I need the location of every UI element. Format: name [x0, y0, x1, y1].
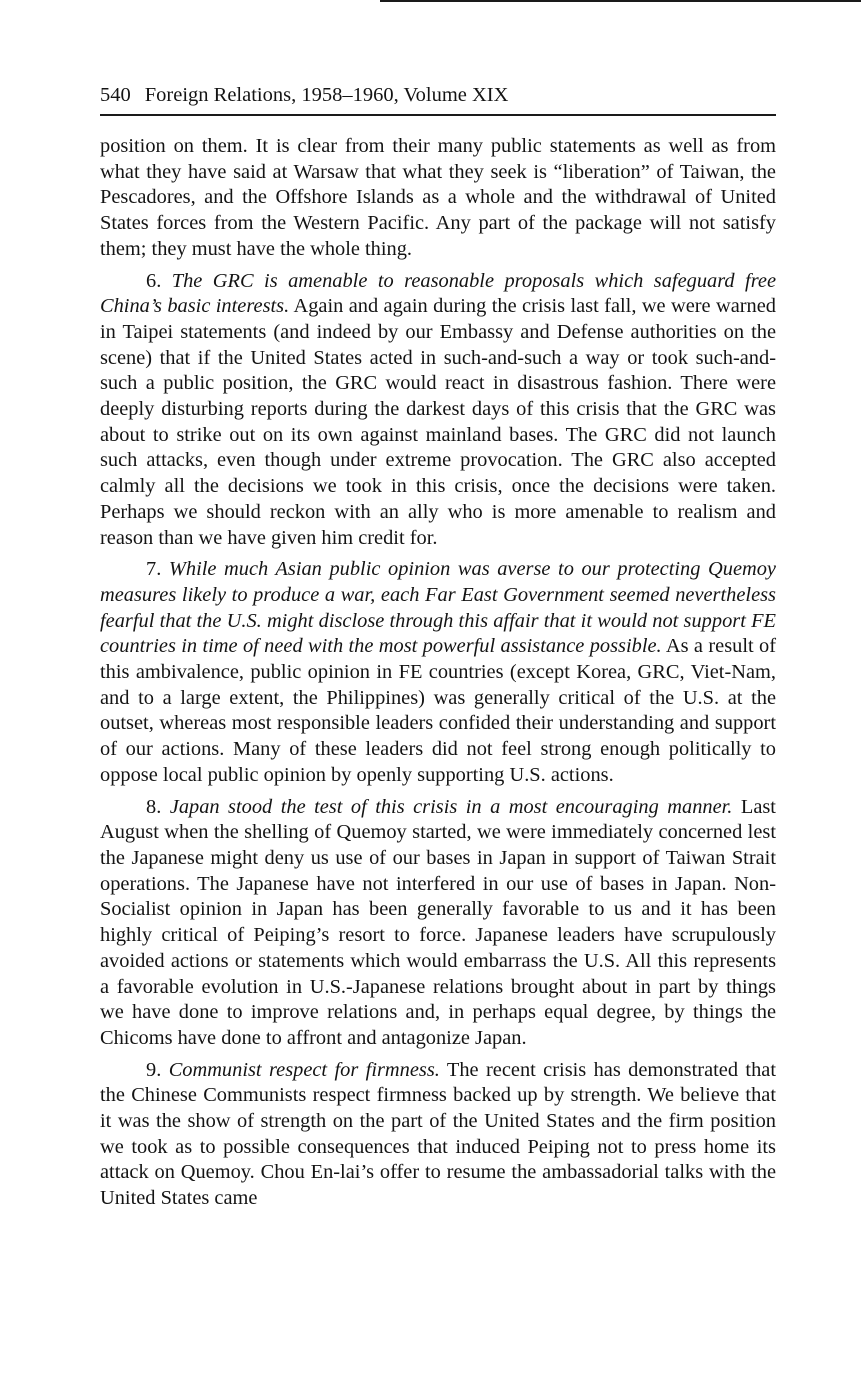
paragraph-text: The recent crisis has demonstrated that the Chinese Communists respect firmness backed up by strength. We believe that it was the show of strength on the part of the United States and the firm position we took as to possible consequences that induced Peiping not to press home its attack on Quemoy. Chou En-lai’s offer to resume the ambassadorial talks with the United States came	[100, 1058, 776, 1210]
top-edge-rule	[380, 0, 861, 2]
paragraph-heading: Communist respect for firmness.	[168, 1058, 440, 1081]
paragraph-6	[100, 269, 776, 552]
paragraph-number: 6.	[146, 269, 162, 292]
paragraph-heading: Japan stood the test of this crisis in a most encouraging manner.	[169, 795, 733, 818]
paragraph-text: Last August when the shelling of Quemoy started, we were immediately concerned lest the Japanese might deny us use of our bases in Japan in support of Taiwan Strait operations. The Japanese have not interfered in our use of bases in Japan. Non-Socialist opinion in Japan has been generally favorable to us and it has been highly critical of Peiping’s resort to force. Japanese leaders have scrupulously avoided actions or statements which would embarrass the U.S. All this represents a favorable evolution in U.S.-Japanese relations brought about in part by things we have done to improve relations and, in perhaps equal degree, by things the Chicoms have done to affront and antagonize Japan.	[100, 795, 776, 1049]
paragraph-text: As a result of this ambivalence, public opinion in FE countries (except Korea, GRC, Viet-Nam, and to a large extent, the Philippines) was generally critical of the U.S. at the outset, whereas most responsible leaders confided their understanding and support of our actions. Many of these leaders did not feel strong enough politically to oppose local public opinion by openly supporting U.S. actions.	[100, 635, 776, 786]
paragraph-number: 8.	[146, 795, 162, 818]
body-text	[100, 134, 776, 1212]
running-head	[100, 82, 776, 116]
paragraph-8	[100, 795, 776, 1052]
paragraph-text: Again and again during the crisis last fall, we were warned in Taipei statements (and indeed by our Embassy and Defense authorities on the scene) that if the United States acted in such-and-such a way or took such-and-such a public position, the GRC would react in disastrous fashion. There were deeply disturbing reports during the darkest days of this crisis that the GRC was about to strike out on its own against mainland bases. The GRC did not launch such attacks, even though under extreme provocation. The GRC also accepted calmly all the decisions we took in this crisis, once the decisions were taken. Perhaps we should reckon with an ally who is more amenable to realism and reason than we have given him credit for.	[100, 295, 776, 549]
document-page	[100, 82, 776, 1218]
paragraph-continued	[100, 134, 776, 263]
paragraph-number: 7.	[146, 558, 162, 581]
paragraph-heading: While much Asian public opinion was averse to our protecting Quemoy measures likely to produce a war, each Far East Government seemed nevertheless fearful that the U.S. might disclose through this affair that it would not support FE countries in time of need with the most powerful assistance possible.	[100, 558, 776, 658]
page-number: 540	[100, 84, 131, 106]
paragraph-7	[100, 557, 776, 788]
paragraph-9	[100, 1058, 776, 1212]
paragraph-text: position on them. It is clear from their many public statements as well as from what they have said at Warsaw that what they seek is “liberation” of Taiwan, the Pescadores, and the Offshore Islands as a whole and the withdrawal of United States forces from the Western Pacific. Any part of the package will not satisfy them; they must have the whole thing.	[100, 135, 776, 260]
paragraph-number: 9.	[146, 1058, 162, 1081]
volume-title: Foreign Relations, 1958–1960, Volume XIX	[144, 84, 509, 106]
paragraph-heading: The GRC is amenable to reasonable proposals which safeguard free China’s basic interests.	[100, 269, 776, 318]
